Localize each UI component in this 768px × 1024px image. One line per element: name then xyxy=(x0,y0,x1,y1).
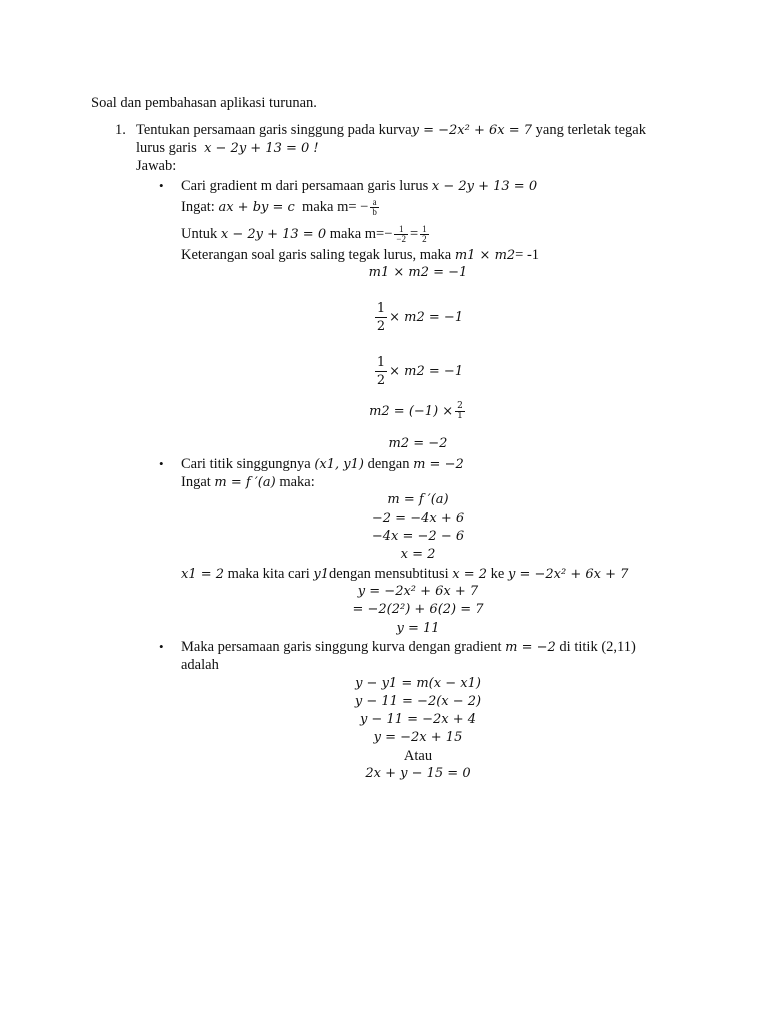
eq-half-m2-b: $\frac{1}{2}$ × m2 = −1 xyxy=(376,355,464,388)
eq-final: 2x + y − 15 = 0 xyxy=(365,766,471,781)
bullet-1: • xyxy=(159,178,164,193)
bullet-3: • xyxy=(159,639,164,654)
fraction-2-over-1: $\frac{2}{1}$ xyxy=(457,401,463,421)
eq-half-m2-a: $\frac{1}{2}$ × m2 = −1 xyxy=(376,301,464,334)
fraction-half: $\frac{1}{2}$ xyxy=(376,301,386,334)
eq-m1-m2: m1 × m2 = −1 xyxy=(368,265,468,280)
fraction-a-over-b: $\frac{a}{b}$ xyxy=(372,197,377,218)
fraction-half: $\frac{1}{2}$ xyxy=(376,355,386,388)
eq-m2-result: m2 = −2 xyxy=(388,436,448,451)
step1-heading: Cari gradient m dari persamaan garis lurus x − 2y + 13 = 0 xyxy=(181,178,538,194)
eq-step2-5: y = −2x² + 6x + 7 xyxy=(357,584,479,599)
step2-heading: Cari titik singgungnya (x1, y1) dengan m = −2 xyxy=(181,456,464,472)
step1-keterangan: Keterangan soal garis saling tegak lurus, maka m1 × m2= -1 xyxy=(181,247,540,263)
eq-step3-1: y − y1 = m(x − x1) xyxy=(355,676,481,691)
bullet-2: • xyxy=(159,456,164,471)
step3-heading: Maka persamaan garis singgung kurva dengan gradient m = −2 di titik (2,11) xyxy=(181,639,636,655)
problem-line-2: lurus garis x − 2y + 13 = 0 ! xyxy=(136,140,319,156)
eq-m2-product: m2 = (−1) × $\frac{2}{1}$ xyxy=(369,401,463,421)
eq-step2-1: m = f ′(a) xyxy=(387,492,449,507)
eq-step2-2: −2 = −4x + 6 xyxy=(371,511,465,526)
eq-step2-4: x = 2 xyxy=(400,547,436,562)
step1-ingat: Ingat: ax + by = c maka m= − $\frac{a}{b}$ xyxy=(181,197,377,218)
eq-step3-4: y = −2x + 15 xyxy=(373,730,463,745)
step1-untuk: Untuk x − 2y + 13 = 0 maka m=− $\frac{1}{-2}$ = $\frac{1}{2}$ xyxy=(181,224,427,245)
problem-number: 1. xyxy=(115,122,126,138)
problem-line-1: Tentukan persamaan garis singgung pada kurvay = −2x² + 6x = 7 yang terletak tegak xyxy=(136,122,646,138)
atau-label: Atau xyxy=(403,748,433,764)
eq-step2-7: y = 11 xyxy=(396,621,440,636)
eq-step2-6: = −2(2²) + 6(2) = 7 xyxy=(352,602,484,617)
step2-substitution: x1 = 2 maka kita cari y1dengan mensubtitusi x = 2 ke y = −2x² + 6x + 7 xyxy=(181,566,629,582)
fraction-1-over-2: $\frac{1}{2}$ xyxy=(422,224,427,245)
step3-adalah: adalah xyxy=(181,657,219,673)
eq-step2-3: −4x = −2 − 6 xyxy=(371,529,465,544)
jawab-label: Jawab: xyxy=(136,158,177,174)
eq-step3-3: y − 11 = −2x + 4 xyxy=(359,712,477,727)
page-title: Soal dan pembahasan aplikasi turunan. xyxy=(91,95,317,111)
eq-step3-2: y − 11 = −2(x − 2) xyxy=(354,694,482,709)
step2-ingat: Ingat m = f ′(a) maka: xyxy=(181,474,315,490)
fraction-1-over-neg2: $\frac{1}{-2}$ xyxy=(396,224,406,245)
